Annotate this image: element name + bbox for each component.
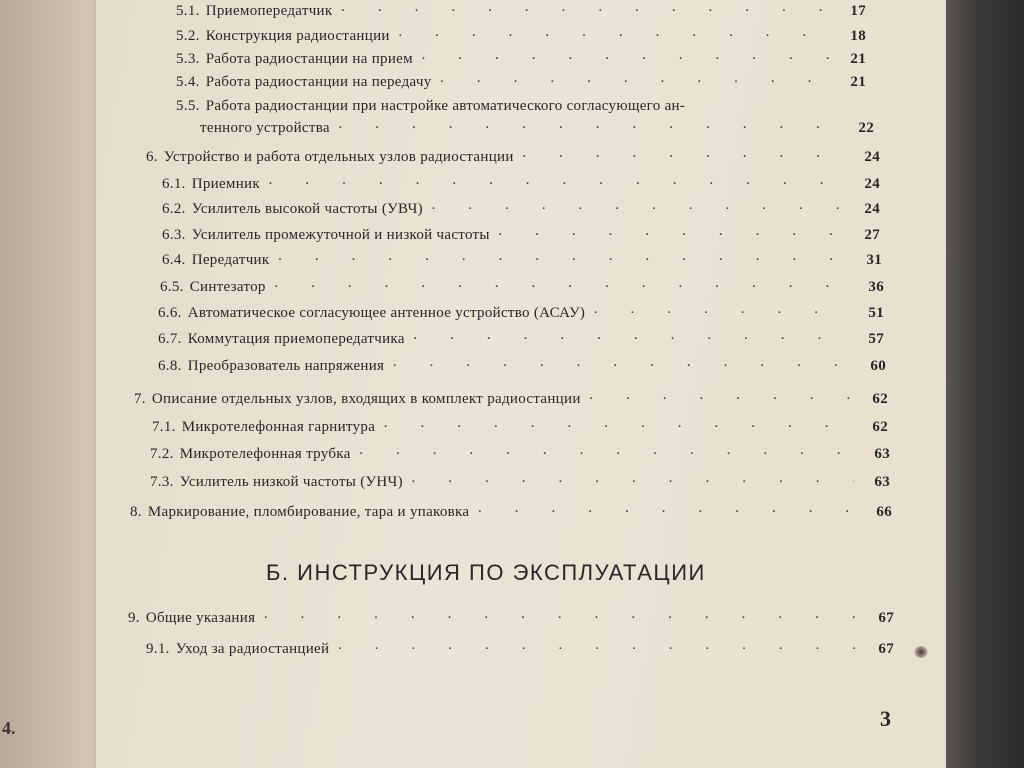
toc-entry: 6.2. Усилитель высокой частоты (УВЧ) · · · 24 — [162, 201, 880, 227]
toc-entry: 5.1. Приемопередатчик · · · 17 — [176, 3, 866, 29]
background-surface — [946, 0, 1024, 768]
toc-entry: 5.5. Работа радиостанции при настройке автоматического согласующего ан- — [176, 98, 686, 114]
toc-entry: 9.1. Уход за радиостанцией · · · 67 — [146, 641, 894, 667]
toc-entry: 7.2. Микротелефонная трубка · · · 63 — [150, 446, 890, 472]
toc-entry: 9. Общие указания · · · 67 — [128, 610, 894, 636]
toc-entry: 5.2. Конструкция радиостанции · · · 18 — [176, 28, 866, 54]
toc-entry: 7. Описание отдельных узлов, входящих в комплект радиостанции · · · 62 — [134, 391, 888, 417]
toc-entry: 7.3. Усилитель низкой частоты (УНЧ) · · · 63 — [150, 474, 890, 500]
left-page-number: 4. — [2, 718, 16, 738]
toc-entry: 6.8. Преобразователь напряжения · · · 60 — [158, 358, 886, 384]
toc-entry: тенного устройства · · · 22 — [200, 120, 874, 146]
toc-entry: 6.1. Приемник · · · 24 — [162, 176, 880, 202]
toc-entry: 6.3. Усилитель промежуточной и низкой частоты · · · 27 — [162, 227, 880, 253]
toc-entry: 6.6. Автоматическое согласующее антенное устройство (АСАУ) · · · 51 — [158, 305, 884, 331]
toc-entry: 5.3. Работа радиостанции на прием · · · 21 — [176, 51, 866, 77]
ink-stain — [914, 646, 928, 658]
toc-entry: 6.7. Коммутация приемопередатчика · · · 57 — [158, 331, 884, 357]
toc-entry: 6.5. Синтезатор · · · 36 — [160, 279, 884, 305]
toc-entry: 8. Маркирование, пломбирование, тара и упаковка · · · 66 — [130, 504, 892, 530]
page-number: 3 — [880, 706, 891, 731]
section-heading: Б. ИНСТРУКЦИЯ ПО ЭКСПЛУАТАЦИИ — [266, 560, 706, 585]
toc-entry: 6. Устройство и работа отдельных узлов радиостанции · · · 24 — [146, 149, 880, 175]
toc-entry: 5.4. Работа радиостанции на передачу · · · 21 — [176, 74, 866, 100]
toc-entry: 7.1. Микротелефонная гарнитура · · · 62 — [152, 419, 888, 445]
toc-entry: 6.4. Передатчик · · · 31 — [162, 252, 882, 278]
